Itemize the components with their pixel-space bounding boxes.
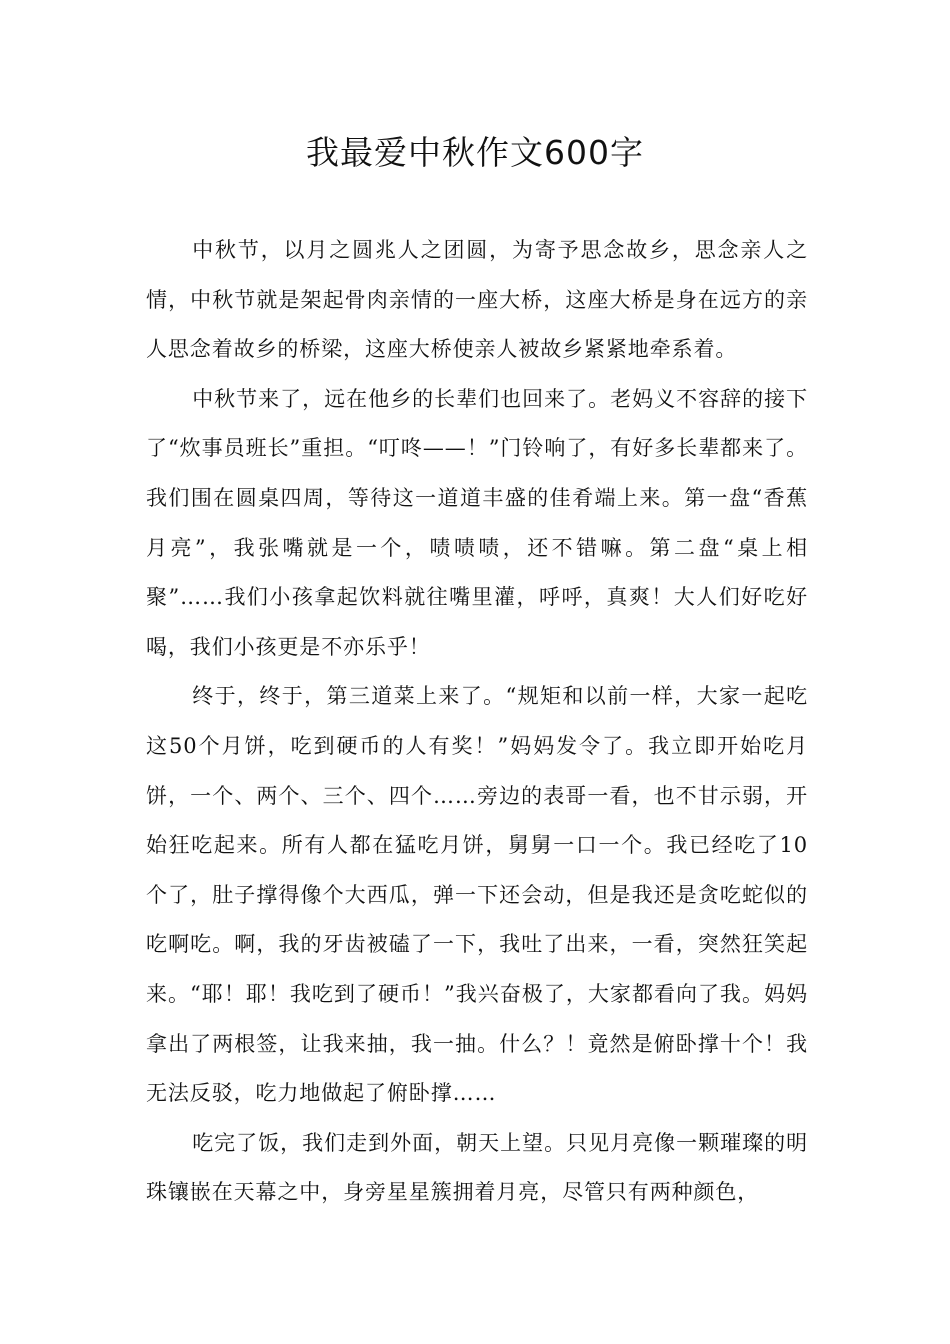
document-title: 我最爱中秋作文600字 [306, 133, 644, 172]
paragraph: 中秋节来了，远在他乡的长辈们也回来了。老妈义不容辞的接下了“炊事员班长”重担。“叮咚——！”门铃响了，有好多长辈都来了。我们围在圆桌四周，等待这一道道丰盛的佳肴端上来。第一盘“香蕉月亮”，我张嘴就是一个，啧啧啧，还不错嘛。第二盘“桌上相聚”……我们小孩拿起饮料就往嘴里灌，呼呼，真爽！大人们好吃好喝，我们小孩更是不亦乐乎！ [146, 386, 808, 659]
document-body [146, 226, 808, 1218]
paragraph: 吃完了饭，我们走到外面，朝天上望。只见月亮像一颗璀璨的明珠镶嵌在天幕之中，身旁星星簇拥着月亮，尽管只有两种颜色， [146, 1130, 808, 1205]
paragraph: 中秋节，以月之圆兆人之团圆，为寄予思念故乡，思念亲人之情，中秋节就是架起骨肉亲情的一座大桥，这座大桥是身在远方的亲人思念着故乡的桥梁，这座大桥使亲人被故乡紧紧地牵系着。 [146, 238, 808, 362]
paragraph: 终于，终于，第三道菜上来了。“规矩和以前一样，大家一起吃这50个月饼，吃到硬币的人有奖！”妈妈发令了。我立即开始吃月饼，一个、两个、三个、四个……旁边的表哥一看，也不甘示弱，开始狂吃起来。所有人都在猛吃月饼，舅舅一口一个。我已经吃了10个了，肚子撑得像个大西瓜，弹一下还会动，但是我还是贪吃蛇似的吃啊吃。啊，我的牙齿被磕了一下，我吐了出来，一看，突然狂笑起来。“耶！耶！我吃到了硬币！”我兴奋极了，大家都看向了我。妈妈拿出了两根签，让我来抽，我一抽。什么？！竟然是俯卧撑十个！我无法反驳，吃力地做起了俯卧撑…… [146, 684, 808, 1106]
